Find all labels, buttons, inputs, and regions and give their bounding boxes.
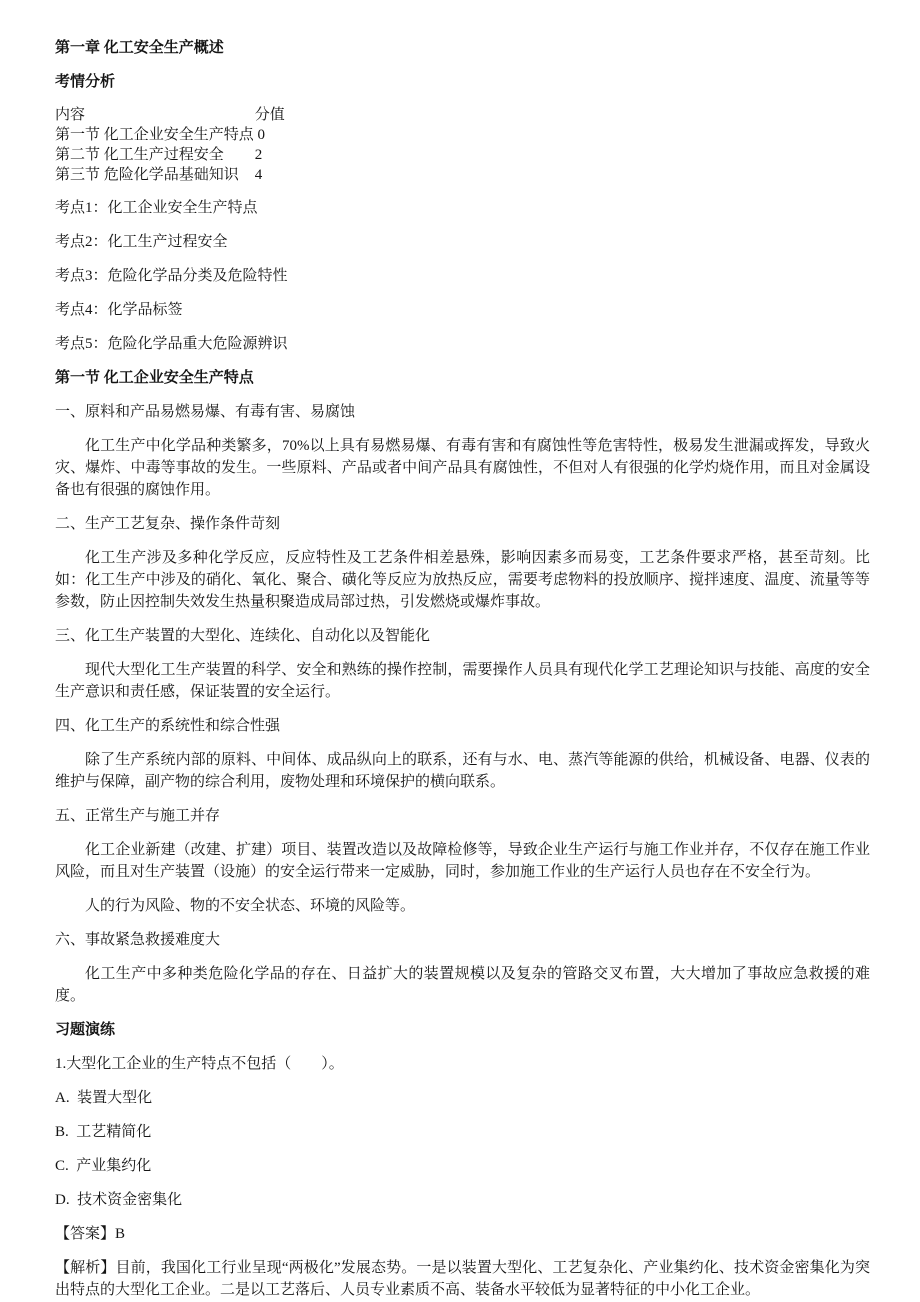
- feature-3-paragraph: 现代大型化工生产装置的科学、安全和熟练的操作控制，需要操作人员具有现代化学工艺理论知识与技能、高度的安全生产意识和责任感，保证装置的安全运行。: [55, 662, 870, 700]
- score-table-row: [55, 145, 870, 165]
- col-header-content: 内容: [55, 107, 86, 123]
- row-score: 2: [254, 147, 263, 163]
- option-b: B. 工艺精简化: [55, 1124, 152, 1140]
- analysis: 【解析】目前，我国化工行业呈现“两极化”发展态势。一是以装置大型化、工艺复杂化、产业集约化、技术资金密集化为突出特点的大型化工企业。二是以工艺落后、人员专业素质不高、装备水平较低为显著特征的中小化工企业。: [55, 1260, 870, 1298]
- feature-1-heading: 一、原料和产品易燃易爆、有毒有害、易腐蚀: [55, 404, 356, 420]
- feature-2-heading: 二、生产工艺复杂、操作条件苛刻: [55, 516, 281, 532]
- feature-4-paragraph: 除了生产系统内部的原料、中间体、成品纵向上的联系，还有与水、电、蒸汽等能源的供给，机械设备、电器、仪表的维护与保障，副产物的综合利用，废物处理和环境保护的横向联系。: [55, 752, 870, 790]
- key-point-4: 考点4：化学品标签: [55, 302, 183, 318]
- feature-5-heading: 五、正常生产与施工并存: [55, 808, 221, 824]
- score-table-header-row: [55, 105, 870, 125]
- score-table: [55, 105, 870, 185]
- feature-4-heading: 四、化工生产的系统性和综合性强: [55, 718, 281, 734]
- feature-2-paragraph: 化工生产涉及多种化学反应，反应特性及工艺条件相差悬殊，影响因素多而易变，工艺条件要求严格，甚至苛刻。比如：化工生产中涉及的硝化、氧化、聚合、磺化等反应为放热反应，需要考虑物料的投放顺序、搅拌速度、温度、流量等等参数，防止因控制失效发生热量积聚造成局部过热，引发燃烧或爆炸事故。: [55, 550, 870, 610]
- exercise-heading: 习题演练: [55, 1022, 116, 1038]
- row-score: 0: [257, 127, 266, 143]
- feature-6-paragraph: 化工生产中多种类危险化学品的存在、日益扩大的装置规模以及复杂的管路交叉布置，大大增加了事故应急救援的难度。: [55, 966, 870, 1004]
- option-c: C. 产业集约化: [55, 1158, 152, 1174]
- chapter-title: 第一章 化工安全生产概述: [55, 40, 224, 56]
- option-d: D. 技术资金密集化: [55, 1192, 183, 1208]
- row-content: 第三节 危险化学品基础知识: [55, 167, 239, 183]
- feature-3-heading: 三、化工生产装置的大型化、连续化、自动化以及智能化: [55, 628, 431, 644]
- option-a: A. 装置大型化: [55, 1090, 153, 1106]
- score-table-row: [55, 165, 870, 185]
- row-content: 第一节 化工企业安全生产特点: [55, 127, 254, 143]
- answer: 【答案】B: [55, 1226, 126, 1242]
- feature-1-paragraph: 化工生产中化学品种类繁多，70%以上具有易燃易爆、有毒有害和有腐蚀性等危害特性，极易发生泄漏或挥发，导致火灾、爆炸、中毒等事故的发生。一些原料、产品或者中间产品具有腐蚀性，不但对人有很强的化学灼烧作用，而且对金属设备也有很强的腐蚀作用。: [55, 438, 870, 498]
- section1-heading: 第一节 化工企业安全生产特点: [55, 370, 254, 386]
- row-score: 4: [254, 167, 263, 183]
- key-point-3: 考点3：危险化学品分类及危险特性: [55, 268, 288, 284]
- col-header-score: 分值: [254, 107, 285, 123]
- feature-5-paragraph: 化工企业新建（改建、扩建）项目、装置改造以及故障检修等，导致企业生产运行与施工作业并存，不仅存在施工作业风险，而且对生产装置（设施）的安全运行带来一定威胁，同时，参加施工作业的生产运行人员也存在不安全行为。: [55, 842, 870, 880]
- feature-5-paragraph-2: 人的行为风险、物的不安全状态、环境的风险等。: [85, 898, 416, 914]
- key-point-1: 考点1：化工企业安全生产特点: [55, 200, 258, 216]
- key-point-2: 考点2：化工生产过程安全: [55, 234, 228, 250]
- question-1: 1.大型化工企业的生产特点不包括（ ）。: [55, 1056, 344, 1072]
- row-content: 第二节 化工生产过程安全: [55, 147, 224, 163]
- score-table-row: [55, 125, 870, 145]
- feature-6-heading: 六、事故紧急救援难度大: [55, 932, 221, 948]
- key-point-5: 考点5：危险化学品重大危险源辨识: [55, 336, 288, 352]
- exam-analysis-heading: 考情分析: [55, 74, 116, 90]
